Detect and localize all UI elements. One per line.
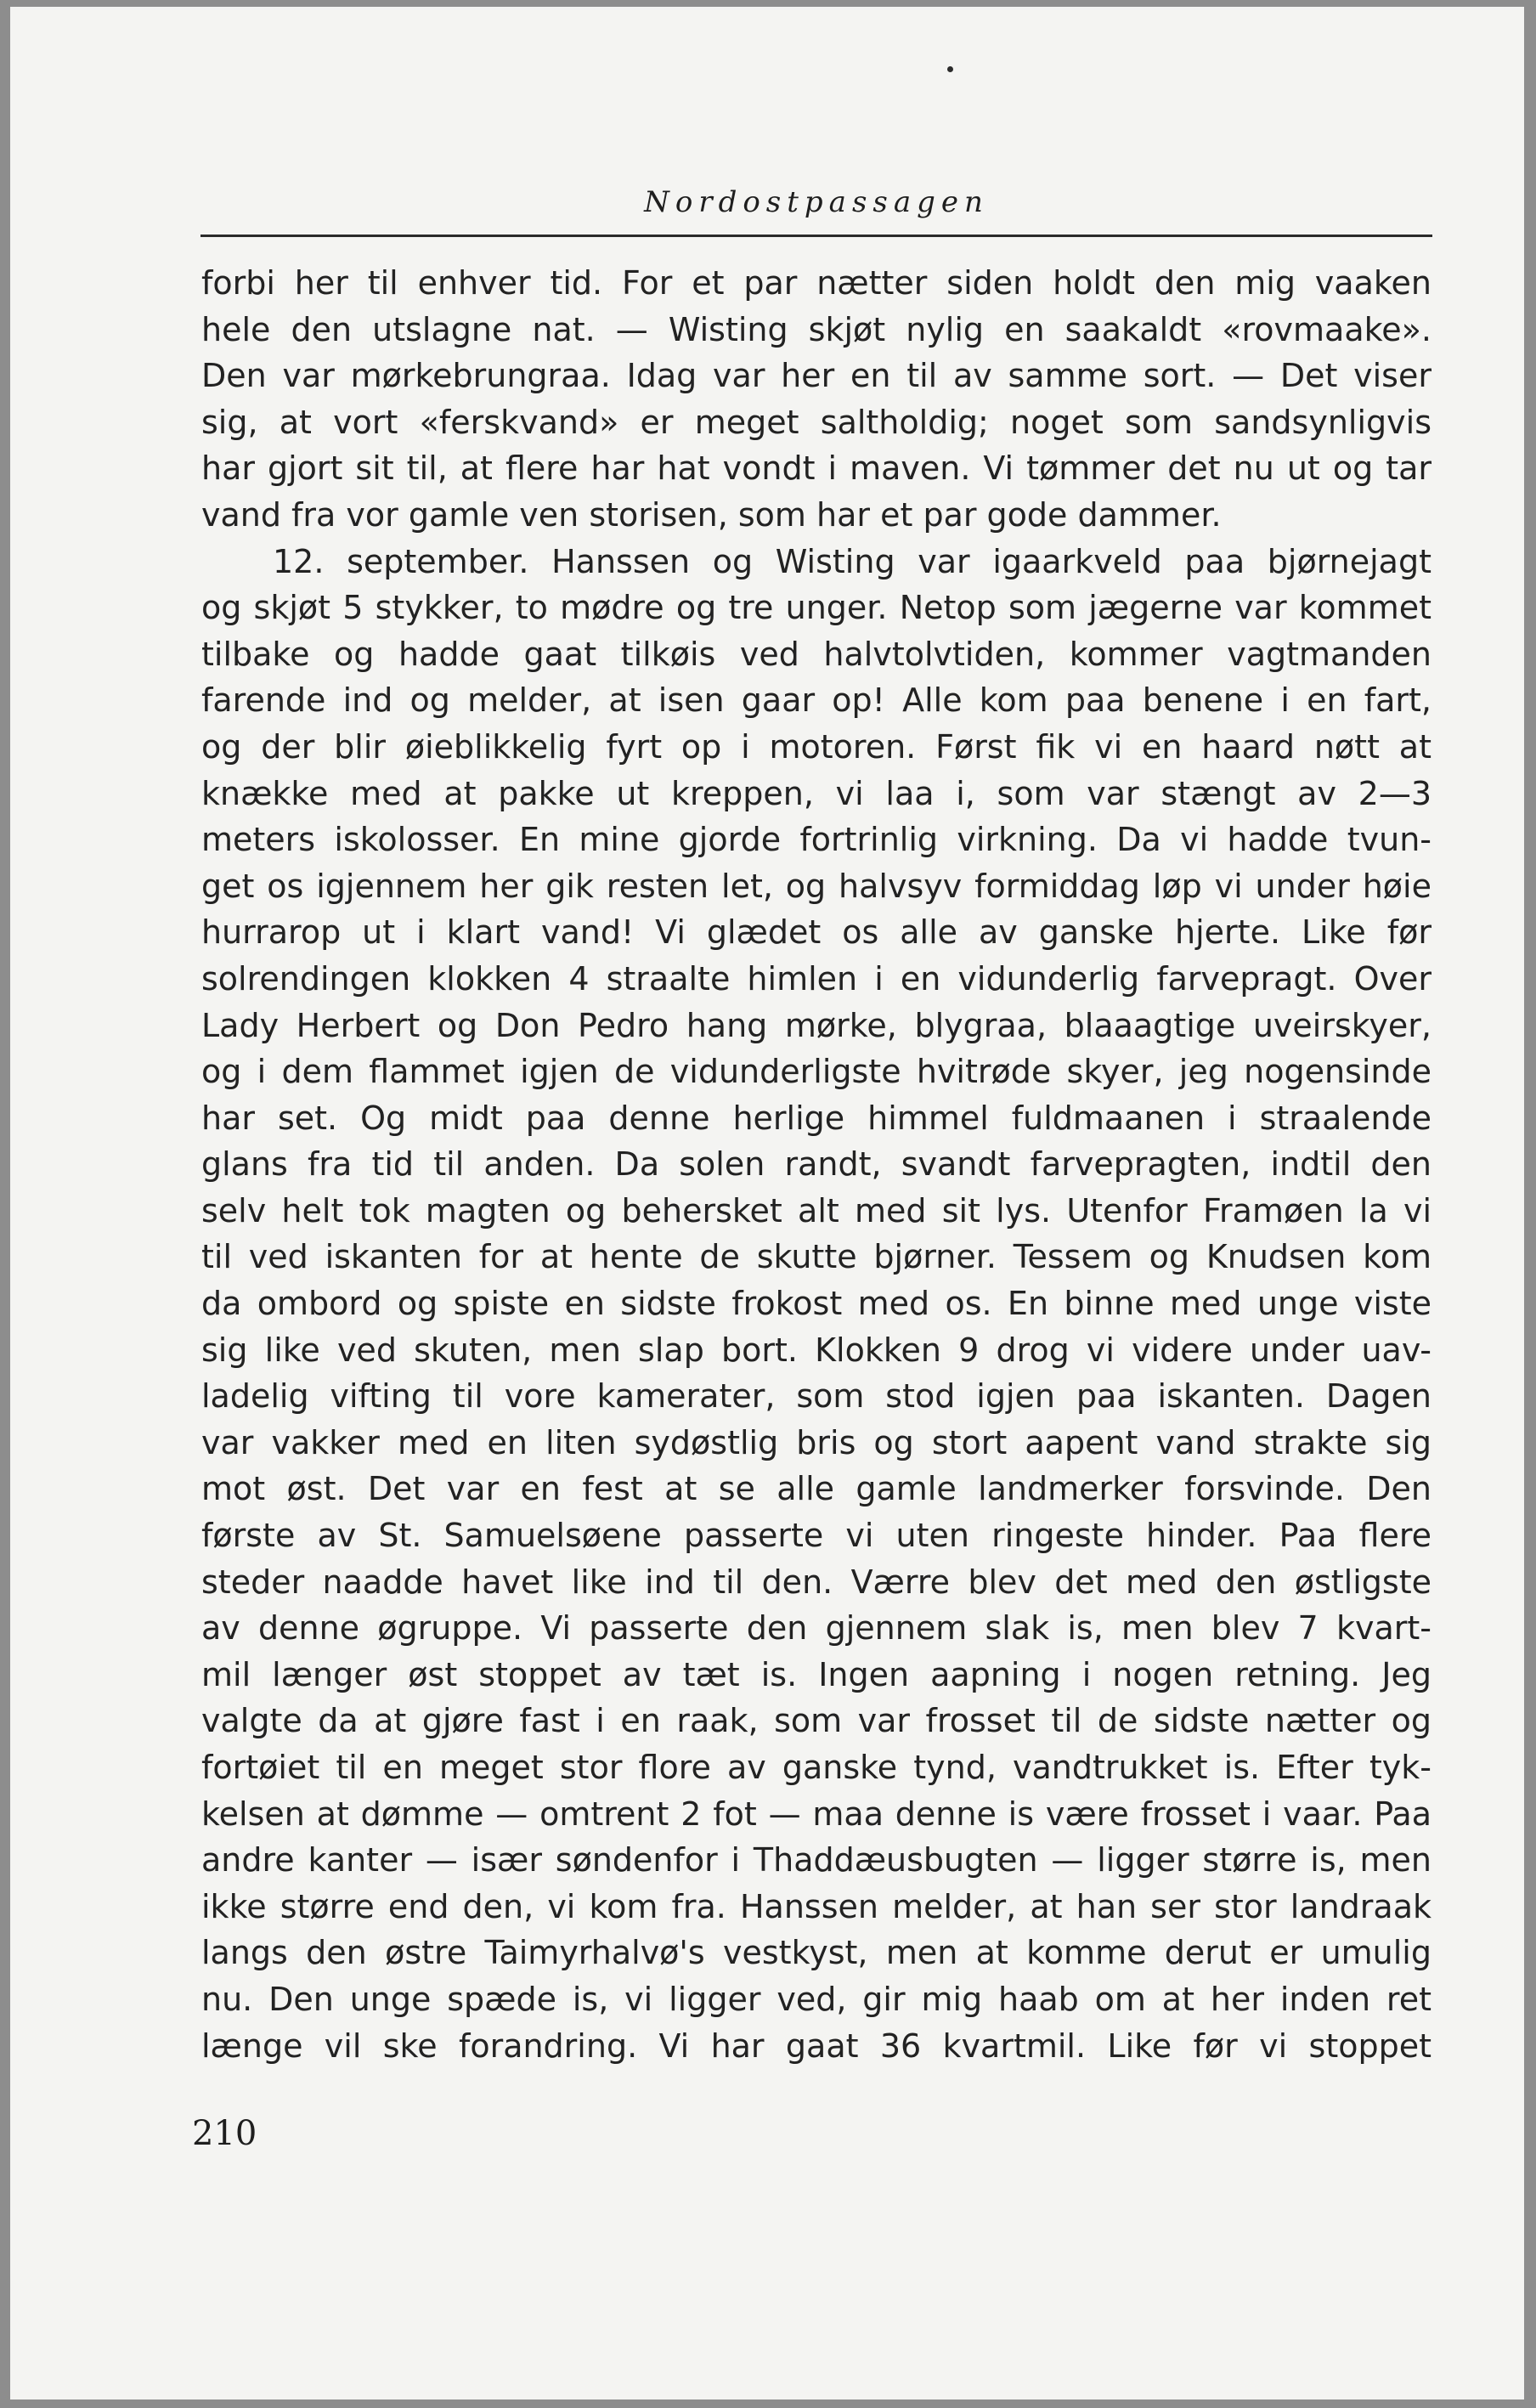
- text-line: knække med at pakke ut kreppen, vi laa i, som var stængt av 2—3: [201, 774, 1432, 812]
- text-line: mil længer øst stoppet av tæt is. Ingen aapning i nogen retning. Jeg: [201, 1655, 1432, 1693]
- text-line: get os igjennem her gik resten let, og halvsyv formiddag løp vi under høie: [201, 867, 1432, 905]
- text-line: hurrarop ut i klart vand! Vi glædet os alle av ganske hjerte. Like før: [201, 913, 1432, 952]
- text-line: mot øst. Det var en fest at se alle gamle landmerker forsvinde. Den: [201, 1470, 1432, 1508]
- text-line: andre kanter — især søndenfor i Thaddæusbugten — ligger større is, men: [201, 1841, 1432, 1879]
- text-line: til ved iskanten for at hente de skutte bjørner. Tessem og Knudsen kom: [201, 1238, 1432, 1276]
- text-line: fortøiet til en meget stor flore av ganske tynd, vandtrukket is. Efter tyk-: [201, 1749, 1432, 1786]
- text-line: Lady Herbert og Don Pedro hang mørke, blygraa, blaaagtige uveirskyer,: [201, 1006, 1432, 1044]
- text-line: vand fra vor gamle ven storisen, som har et par gode dammer.: [201, 495, 1222, 534]
- text-line: og i dem flammet igjen de vidunderligste hvitrøde skyer, jeg nogensinde: [201, 1053, 1432, 1091]
- text-line: længe vil ske forandring. Vi har gaat 36 kvartmil. Like før vi stoppet: [201, 2026, 1432, 2065]
- text-line: langs den østre Taimyrhalvø's vestkyst, men at komme derut er umulig: [201, 1934, 1432, 1972]
- text-line: glans fra tid til anden. Da solen randt, svandt farvepragten, indtil den: [201, 1145, 1432, 1184]
- text-line: ikke større end den, vi kom fra. Hanssen melder, at han ser stor landraak: [201, 1887, 1432, 1925]
- text-line: og der blir øieblikkelig fyrt op i motoren. Først fik vi en haard nøtt at: [201, 727, 1432, 766]
- text-line: var vakker med en liten sydøstlig bris og stort aapent vand strakte sig: [201, 1423, 1432, 1461]
- book-page: [10, 7, 1524, 2400]
- text-line: Den var mørkebrungraa. Idag var her en til av samme sort. — Det viser: [201, 357, 1432, 395]
- page-number: 210: [192, 2114, 257, 2153]
- text-line: og skjøt 5 stykker, to mødre og tre unger. Netop som jægerne var kommet: [201, 589, 1432, 627]
- text-line: har set. Og midt paa denne herlige himmel fuldmaanen i straalende: [201, 1099, 1432, 1137]
- text-line: forbi her til enhver tid. For et par nætter siden holdt den mig vaaken: [201, 264, 1432, 302]
- text-line: ladelig vifting til vore kamerater, som stod igjen paa iskanten. Dagen: [201, 1377, 1432, 1416]
- text-line: steder naadde havet like ind til den. Værre blev det med den østligste: [201, 1563, 1432, 1601]
- text-line: tilbake og hadde gaat tilkøis ved halvtolvtiden, kommer vagtmanden: [201, 635, 1432, 673]
- text-line: solrendingen klokken 4 straalte himlen i en vidunderlig farvepragt. Over: [201, 959, 1432, 998]
- text-line: nu. Den unge spæde is, vi ligger ved, gir mig haab om at her inden ret: [201, 1980, 1432, 2018]
- text-line: 12. september. Hanssen og Wisting var igaarkveld paa bjørnejagt: [273, 542, 1432, 580]
- print-speck: [947, 66, 953, 72]
- text-line: første av St. Samuelsøene passerte vi uten ringeste hinder. Paa flere: [201, 1517, 1432, 1555]
- text-line: sig like ved skuten, men slap bort. Klokken 9 drog vi videre under uav-: [201, 1331, 1432, 1369]
- text-line: valgte da at gjøre fast i en raak, som var frosset til de sidste nætter og: [201, 1702, 1432, 1740]
- running-title: Nordostpassagen: [644, 185, 989, 219]
- text-line: da ombord og spiste en sidste frokost med os. En binne med unge viste: [201, 1285, 1432, 1323]
- text-line: av denne øgruppe. Vi passerte den gjennem slak is, men blev 7 kvart-: [201, 1609, 1432, 1648]
- text-line: selv helt tok magten og behersket alt med sit lys. Utenfor Framøen la vi: [201, 1191, 1432, 1229]
- text-line: hele den utslagne nat. — Wisting skjøt nylig en saakaldt «rovmaake».: [201, 310, 1432, 348]
- text-line: meters iskolosser. En mine gjorde fortrinlig virkning. Da vi hadde tvun-: [201, 821, 1432, 859]
- text-line: har gjort sit til, at flere har hat vondt i maven. Vi tømmer det nu ut og tar: [201, 449, 1432, 488]
- body-text: [201, 260, 1432, 2069]
- text-line: sig, at vort «ferskvand» er meget saltholdig; noget som sandsynligvis: [201, 403, 1432, 441]
- header-rule: [200, 235, 1432, 237]
- text-line: farende ind og melder, at isen gaar op! Alle kom paa benene i en fart,: [201, 681, 1432, 720]
- text-line: kelsen at dømme — omtrent 2 fot — maa denne is være frosset i vaar. Paa: [201, 1795, 1432, 1833]
